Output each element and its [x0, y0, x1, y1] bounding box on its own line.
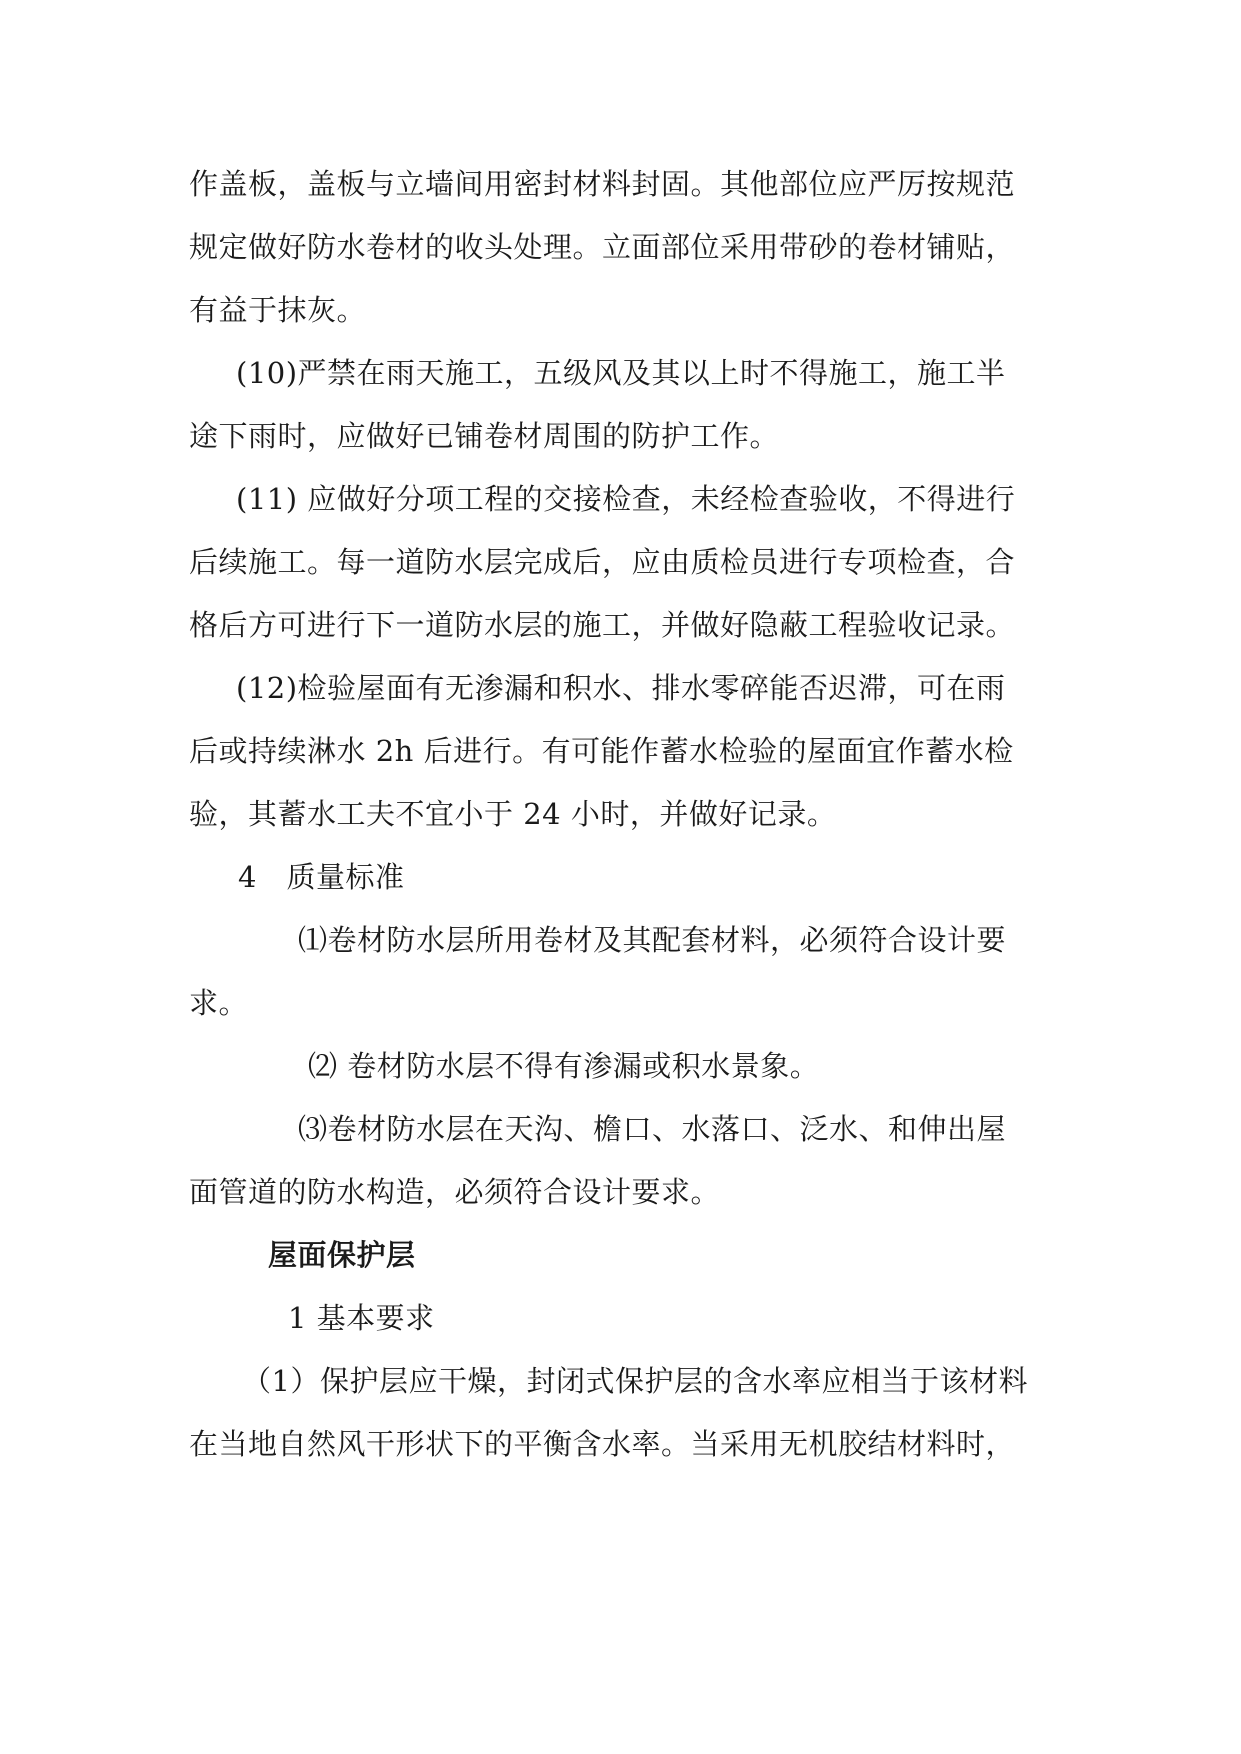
section-title: 屋面保护层	[268, 1238, 416, 1272]
text-line: 后续施工。每一道防水层完成后，应由质检员进行专项检查，合	[189, 545, 1016, 579]
text-line: (10)严禁在雨天施工，五级风及其以上时不得施工，施工半	[236, 356, 1006, 390]
text-line: 有益于抹灰。	[189, 293, 367, 327]
text-line: ⑵ 卷材防水层不得有渗漏或积水景象。	[308, 1049, 820, 1083]
text-line: 在当地自然风干形状下的平衡含水率。当采用无机胶结材料时，	[189, 1427, 1016, 1461]
text-line: 后或持续淋水 2h 后进行。有可能作蓄水检验的屋面宜作蓄水检	[189, 734, 1014, 768]
text-line: 规定做好防水卷材的收头处理。立面部位采用带砂的卷材铺贴，	[189, 230, 1016, 264]
text-line: (12)检验屋面有无渗漏和积水、排水零碎能否迟滞，可在雨	[236, 671, 1006, 705]
section-heading: 4 质量标准	[238, 860, 405, 894]
subsection-heading: 1 基本要求	[288, 1301, 435, 1335]
text-line: 途下雨时，应做好已铺卷材周围的防护工作。	[189, 419, 780, 453]
text-line: （1）保护层应干燥，封闭式保护层的含水率应相当于该材料	[242, 1364, 1028, 1398]
text-line: 求。	[189, 986, 249, 1020]
text-line: 格后方可进行下一道防水层的施工，并做好隐蔽工程验收记录。	[189, 608, 1016, 642]
text-line: 作盖板，盖板与立墙间用密封材料封固。其他部位应严厉按规范	[189, 167, 1016, 201]
text-line: (11) 应做好分项工程的交接检查，未经检查验收，不得进行	[236, 482, 1016, 516]
text-line: ⑴卷材防水层所用卷材及其配套材料，必须符合设计要	[298, 923, 1007, 957]
text-line: 验，其蓄水工夫不宜小于 24 小时，并做好记录。	[189, 797, 837, 831]
text-line: ⑶卷材防水层在天沟、檐口、水落口、泛水、和伸出屋	[298, 1112, 1007, 1146]
text-line: 面管道的防水构造，必须符合设计要求。	[189, 1175, 721, 1209]
